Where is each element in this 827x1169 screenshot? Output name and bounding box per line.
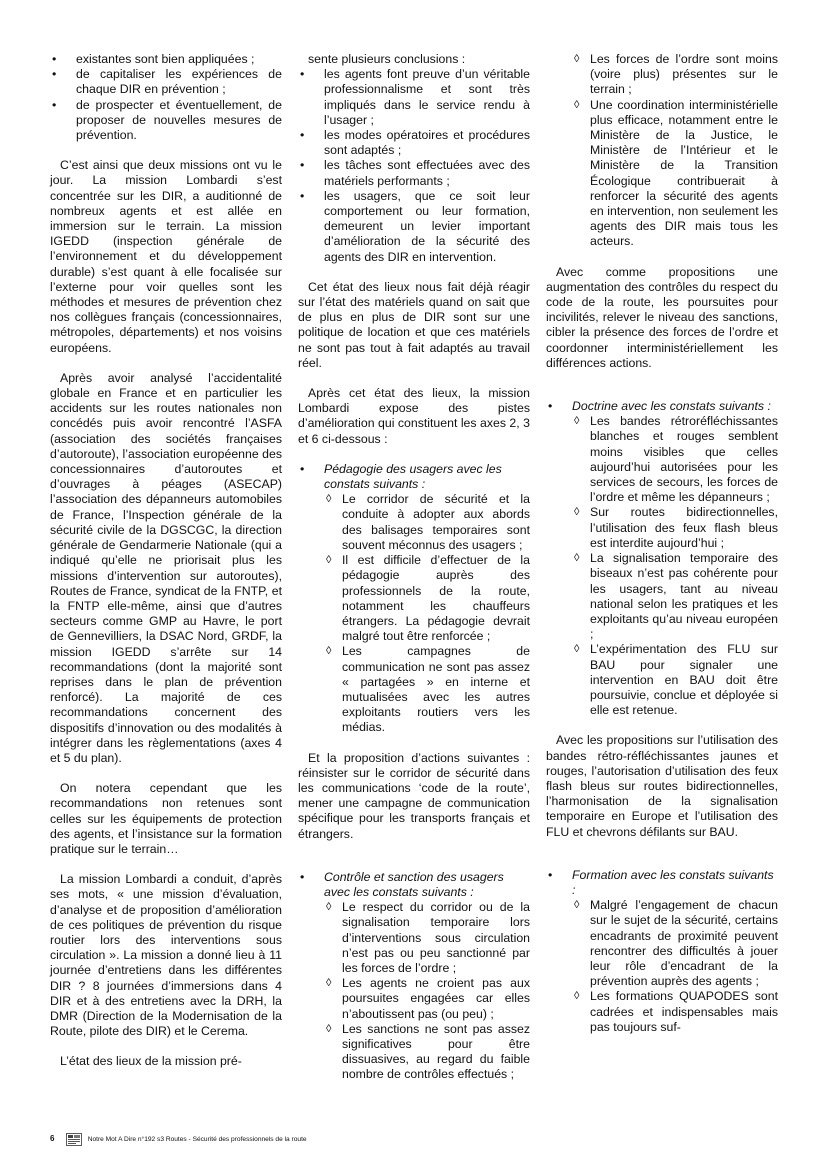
list-item-text: de prospecter et éventuellement, de proposer de nouvelles mesures de prévention. <box>76 97 282 143</box>
page-number: 6 <box>50 1134 55 1143</box>
list-item-text: Il est difficile d’effectuer de la pédagogie auprès des professionnels de la route, notamment les chauffeurs étrangers. La pédagogie devrait malgré tout être renforcée ; <box>342 553 530 644</box>
diamond-list <box>572 52 778 250</box>
list-item-text: La signalisation temporaire des biseaux n’est pas cohérente pour les usagers, tant au niveau national selon les pratiques et les exploitants qu’au niveau européen ; <box>590 551 778 642</box>
bullet-list <box>298 67 530 265</box>
list-item <box>572 414 778 505</box>
diamond-list <box>324 492 530 735</box>
list-item-text: les modes opératoires et procédures sont adaptés ; <box>324 128 530 158</box>
list-item <box>298 128 530 158</box>
diamond-list <box>324 900 530 1082</box>
paragraph: La mission Lombardi a conduit, d’après ses mots, « une mission d’évaluation, d’analyse et de proposition d’amélioration de ces politiques de prévention du risque routier lors des interventions sous circulation ». La mission a donné lieu à 11 journée d’entretiens dans les différentes DIR ? 8 journées d’immersions dans 4 DIR et à des entretiens avec la DRH, la DMR (Direction de la Modernisation de la Route, pilote des DIR) et le Cerema. <box>50 872 282 1039</box>
list-item-text: Le corridor de sécurité et la conduite à adopter aux abords des balisages temporaires sont souvent méconnus des usagers ; <box>342 492 530 552</box>
list-item <box>324 553 530 644</box>
paragraph: C’est ainsi que deux missions ont vu le jour. La mission Lombardi s’est concentrée sur les DIR, a auditionné de nombreux agents et est allée en immersion sur le terrain. La mission IGEDD (inspection générale de l’environnement et du développement durable) s’est quant à elle focalisée sur l’externe pour voir quelles sont les méthodes et mesures de prévention chez nos collègues français (concessionnaires, métropoles, départements) et nos voisins européens. <box>50 158 282 355</box>
list-item-text: L’expérimentation des FLU sur BAU pour signaler une intervention en BAU doit être poursuivie, conclue et déployée si elle est retenue. <box>590 642 778 718</box>
paragraph: Avec comme propositions une augmentation des contrôles du respect du code de la route, les poursuites pour incivilités, relever le niveau des sanctions, cibler la présence des forces de l’ordre et coordonner interministériellement les différences actions. <box>546 264 778 370</box>
footer-text: Notre Mot A Dire n°192 s3 Routes - Sécurité des professionnels de la route <box>87 1136 307 1143</box>
list-item <box>50 98 282 144</box>
paragraph: On notera cependant que les recommandations non retenues sont celles sur les équipements de protection des agents, et l’insistance sur la formation pratique sur le terrain… <box>50 781 282 856</box>
list-item-text: Le respect du corridor ou de la signalisation temporaire lors d’interventions sous circulation n’est pas ou peu sanctionné par les forces de l’ordre ; <box>342 900 530 975</box>
section-heading: • Formation avec les constats suivants : <box>546 868 778 898</box>
list-item <box>572 98 778 250</box>
list-item-text: les agents font preuve d’un véritable professionnalisme et sont très impliqués dans le service rendu à l’usager ; <box>324 67 530 127</box>
paragraph: Après avoir analysé l’accidentalité globale en France et en particulier les accidents sur les routes nationales non concédés puis avoir rencontré l’ASFA (association des sociétés françaises d’autoroute), l’association européenne des concessionnaires d’autoroutes et d’ouvrages à péages (ASECAP) l’association des dépanneurs automobiles de France, l’Inspection générale de la sécurité civile de la DGSCGC, la direction générale de Gendarmerie Nationale (qui a indiqué qu’elle ne priorisait plus les missions d’intervention sur autoroutes), Routes de France, syndicat de la FNTP, et la FNTP elle-même, ainsi que d’autres secteurs comme GMP au Havre, le port de Gennevilliers, la DSAC Nord, GRDF, la mission IGEDD s’arrête sur 14 recommandations (dont la majorité sont reprises dans le plan de prévention renforcé). La majorité de ces recommandations concernent des dispositifs d’innovation ou des modalités à intégrer dans les règlementations (axes 4 et 5 du plan). <box>50 370 282 765</box>
list-item-text: Une coordination interministérielle plus efficace, notamment entre le Ministère de la Justice, le Ministère de l’Intérieur et le Ministère de la Transition Écologique contribuerait à renforcer la sécurité des agents en intervention, non seulement les agents des DIR mais tous les acteurs. <box>590 97 778 249</box>
paragraph: Après cet état des lieux, la mission Lombardi expose des pistes d’amélioration qui constituent les axes 2, 3 et 6 ci-dessous : <box>298 386 530 446</box>
list-item <box>572 898 778 989</box>
section-heading: • Contrôle et sanction des usagers avec les constats suivants : <box>298 870 530 900</box>
list-item <box>324 492 530 553</box>
column-1 <box>50 52 282 1085</box>
list-item <box>572 505 778 551</box>
list-item <box>324 976 530 1022</box>
list-item-text: existantes sont bien appliquées ; <box>76 52 255 66</box>
paragraph: Et la proposition d’actions suivantes : réinsister sur le corridor de sécurité dans les communications ‘code de la route’, mener une campagne de communication spécifique pour les transports français et étrangers. <box>298 750 530 841</box>
section-pedagogie <box>298 462 530 736</box>
page-footer <box>50 1132 307 1146</box>
paragraph: L’état des lieux de la mission pré- <box>60 1054 242 1069</box>
list-item-text: Sur routes bidirectionnelles, l’utilisation des feux flash bleus est interdite aujourd’hui ; <box>590 505 778 550</box>
diamond-list <box>572 414 778 718</box>
list-item <box>572 642 778 718</box>
list-item <box>298 67 530 128</box>
list-item <box>50 67 282 97</box>
list-item <box>572 551 778 642</box>
list-item <box>298 158 530 188</box>
paragraph: Avec les propositions sur l’utilisation des bandes rétro-réfléchissantes jaunes et rouges, l’autorisation d’utilisation des feux flash bleus sur routes bidirectionnelles, l’harmonisation de la signalisation temporaire en Europe et l’utilisation des FLU et chevrons défilants sur BAU. <box>546 733 778 839</box>
list-item-text: Les sanctions ne sont pas assez significatives pour être dissuasives, au regard du faible nombre de contrôles effectués ; <box>342 1021 530 1082</box>
list-item <box>572 989 778 1035</box>
list-item-text: les tâches sont effectuées avec des matériels performants ; <box>324 158 530 188</box>
magazine-logo-icon <box>66 1133 82 1146</box>
list-item <box>324 900 530 976</box>
list-item-text: Les forces de l’ordre sont moins (voire plus) présentes sur le terrain ; <box>590 52 778 97</box>
section-formation <box>546 868 778 1035</box>
paragraph: sente plusieurs conclusions : <box>308 52 466 66</box>
bullet-list <box>50 52 282 143</box>
section-heading: • Pédagogie des usagers avec les constats suivants : <box>298 462 530 492</box>
list-item-text: de capitaliser les expériences de chaque DIR en prévention ; <box>76 67 282 97</box>
paragraph: Cet état des lieux nous fait déjà réagir sur l’état des matériels quand on sait que de plus en plus de DIR sont sur une politique de location et que ces matériels ne sont pas tout à fait adaptés au travail réel. <box>298 279 530 370</box>
list-item <box>298 189 530 265</box>
list-item <box>572 52 778 98</box>
list-item-text: Malgré l’engagement de chacun sur le sujet de la sécurité, certains encadrants de proximité peuvent rencontrer des difficultés à jouer leur rôle d’encadrant de la prévention auprès des agents ; <box>590 898 778 989</box>
list-item <box>324 1022 530 1083</box>
list-item <box>324 644 530 735</box>
list-item-text: Les bandes rétroréfléchissantes blanches et rouges semblent moins visibles que celles aujourd’hui autorisées pour les services de secours, les forces de l’ordre et même les dépanneurs ; <box>590 414 778 505</box>
list-item-text: Les agents ne croient pas aux poursuites engagées car elles n’aboutissent pas (ou peu) ; <box>342 976 530 1021</box>
diamond-list <box>572 898 778 1035</box>
list-item-text: les usagers, que ce soit leur comportement ou leur formation, demeurent un levier important d’amélioration de la sécurité des agents des DIR en intervention. <box>324 188 530 264</box>
list-item-text: Les formations QUAPODES sont cadrées et indispensables mais pas toujours suf- <box>590 989 778 1034</box>
section-controle <box>298 870 530 1083</box>
column-2 <box>298 52 530 1098</box>
section-heading: • Doctrine avec les constats suivants : <box>546 399 778 414</box>
column-3 <box>546 52 778 1050</box>
list-item <box>50 52 282 67</box>
list-item-text: Les campagnes de communication ne sont pas assez « partagées » en interne et mutualisées avec les autres exploitants routiers vers les médias. <box>342 644 530 735</box>
section-doctrine <box>546 399 778 718</box>
